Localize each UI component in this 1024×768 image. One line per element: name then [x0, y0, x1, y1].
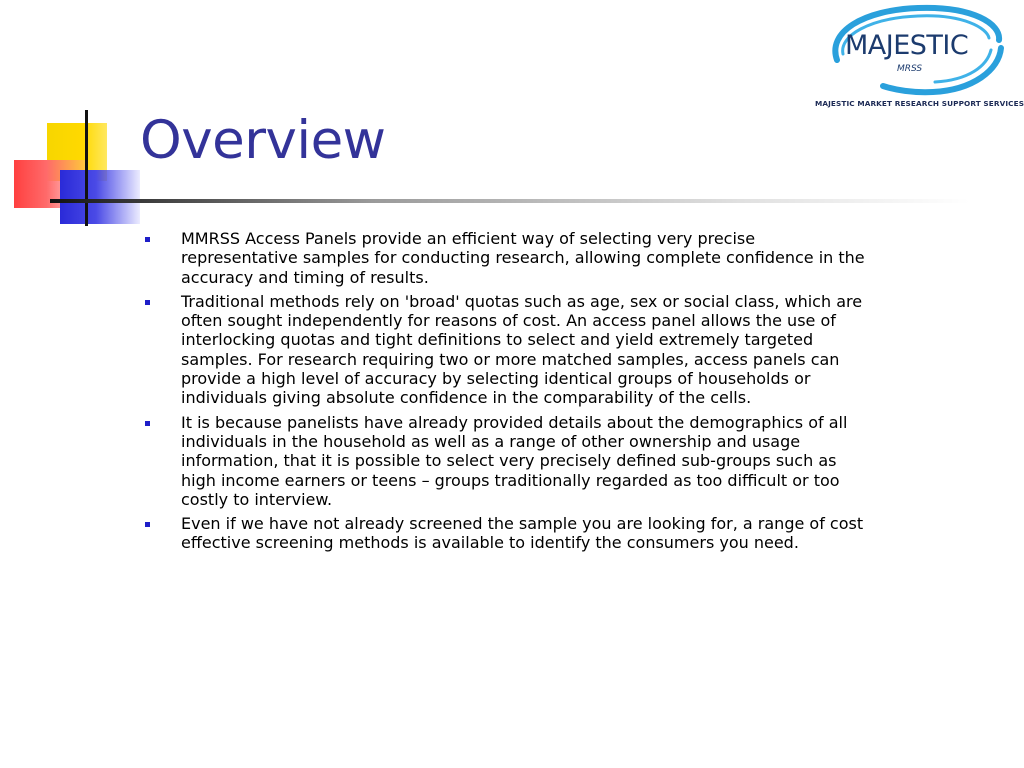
logo-tagline: MAJESTIC MARKET RESEARCH SUPPORT SERVICES: [815, 99, 1024, 108]
square-bullet-icon: [145, 237, 150, 242]
bullet-text: It is because panelists have already provided details about the demographics of all individuals in the household as well as a range of other ownership and usage information, that it is possible to select very precisely defined sub-groups such as high income earners or teens – groups traditionally regarded as too difficult or too costly to interview.: [181, 412, 848, 509]
majestic-logo: [815, 2, 1024, 110]
bullet-list: [143, 229, 873, 558]
list-item: [143, 229, 873, 287]
square-bullet-icon: [145, 522, 150, 527]
square-bullet-icon: [145, 421, 150, 426]
decorative-blue-block: [60, 170, 140, 224]
bullet-text: Traditional methods rely on 'broad' quotas such as age, sex or social class, which are often sought independently for reasons of cost. An access panel allows the use of interlocking quotas and tight definitions to select and yield extremely targeted samples. For research requiring two or more matched samples, access panels can provide a high level of accuracy by selecting identical groups of households or individuals giving absolute confidence in the comparability of the cells.: [181, 291, 863, 408]
list-item: [143, 292, 873, 408]
logo-wordmark: MAJESTIC: [845, 30, 969, 61]
title-underline: [50, 199, 970, 203]
slide-title: Overview: [140, 110, 386, 171]
bullet-text: MMRSS Access Panels provide an efficient way of selecting very precise representative samples for conducting research, allowing complete confidence in the accuracy and timing of results.: [181, 229, 865, 287]
list-item: [143, 514, 873, 553]
decorative-vertical-line: [85, 110, 88, 226]
square-bullet-icon: [145, 300, 150, 305]
bullet-text: Even if we have not already screened the sample you are looking for, a range of cost effective screening methods is available to identify the consumers you need.: [181, 514, 864, 553]
list-item: [143, 413, 873, 509]
logo-subtitle: MRSS: [897, 64, 923, 74]
